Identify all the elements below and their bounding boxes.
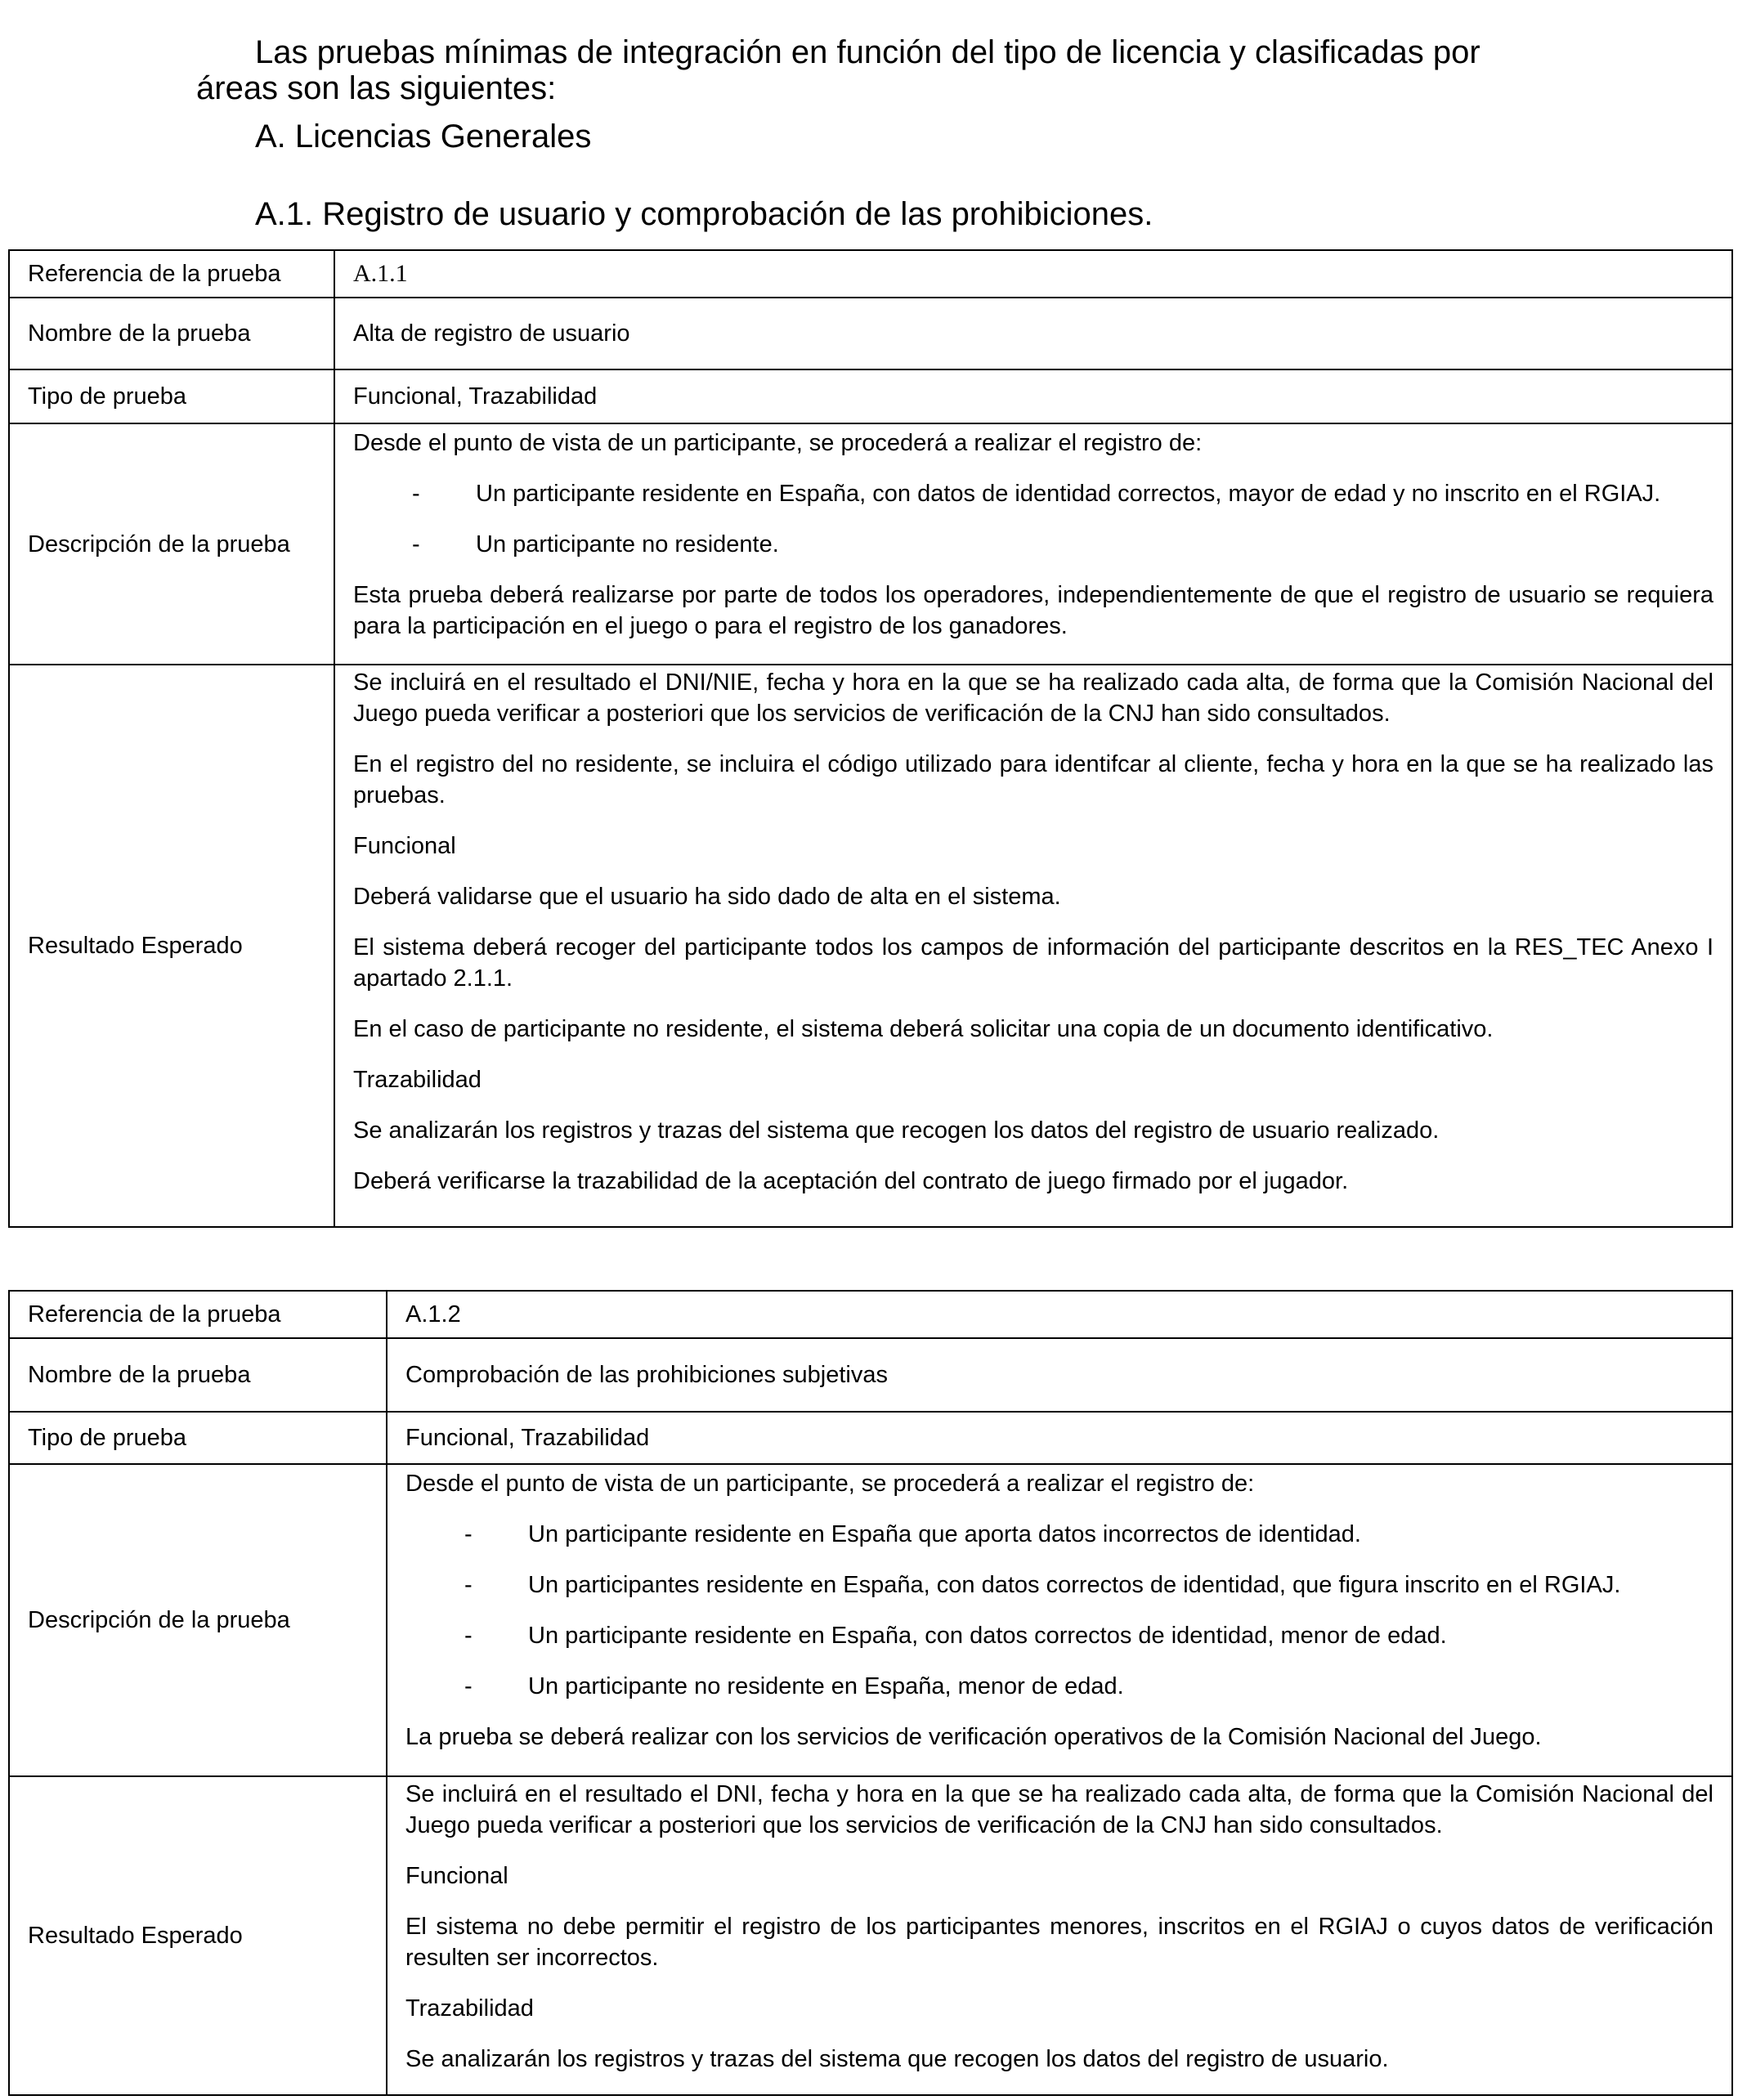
test-table-a12 — [8, 1290, 1733, 2096]
desc-list — [405, 1519, 1713, 1702]
list-item — [353, 529, 1713, 560]
label-type: Tipo de prueba — [9, 369, 334, 423]
dash-marker: - — [464, 1623, 473, 1649]
result-paragraph: En el registro del no residente, se incluira el código utilizado para identifcar al cliente, fecha y hora en la que se ha realizado las pruebas. — [353, 751, 1713, 808]
section-heading: A. Licencias Generales — [255, 119, 592, 154]
desc-outro: Esta prueba deberá realizarse por parte de todos los operadores, independientemente de que el registro de usuario se requiera para la participación en el juego o para el registro de los ganadores. — [353, 582, 1713, 639]
label-ref: Referencia de la prueba — [9, 1291, 387, 1338]
subsection-heading: A.1. Registro de usuario y comprobación de las prohibiciones. — [255, 196, 1153, 232]
dash-marker: - — [412, 481, 420, 507]
label-ref: Referencia de la prueba — [9, 250, 334, 298]
result-subheading: Funcional — [353, 833, 456, 859]
dash-marker: - — [464, 1673, 473, 1699]
value-result — [334, 665, 1732, 1227]
value-name: Alta de registro de usuario — [334, 298, 1732, 369]
value-type: Funcional, Trazabilidad — [334, 369, 1732, 423]
row-type — [9, 369, 1732, 423]
result-paragraph: El sistema deberá recoger del participante todos los campos de información del participante descritos en la RES_TEC Anexo I apartado 2.1.1. — [353, 934, 1713, 992]
row-type — [9, 1412, 1732, 1464]
list-item — [405, 1519, 1713, 1550]
list-item-text: Un participante no residente. — [476, 531, 779, 557]
label-result: Resultado Esperado — [9, 1776, 387, 2095]
list-item — [405, 1569, 1713, 1601]
result-paragraph: Deberá validarse que el usuario ha sido dado de alta en el sistema. — [353, 884, 1061, 910]
label-result: Resultado Esperado — [9, 665, 334, 1227]
list-item-text: Un participante residente en España que aporta datos incorrectos de identidad. — [528, 1521, 1361, 1547]
desc-intro: Desde el punto de vista de un participante, se procederá a realizar el registro de: — [405, 1471, 1255, 1497]
desc-list — [353, 478, 1713, 560]
row-result — [9, 1776, 1732, 2095]
value-desc — [387, 1464, 1732, 1776]
test-table-a11 — [8, 249, 1733, 1228]
row-desc — [9, 423, 1732, 665]
row-ref — [9, 250, 1732, 298]
result-paragraph: Se incluirá en el resultado el DNI/NIE, fecha y hora en la que se ha realizado cada alta, de forma que la Comisión Nacional del Juego pueda verificar a posteriori que los servicios de verificación de la CNJ han sido consultados. — [353, 669, 1713, 727]
dash-marker: - — [464, 1521, 473, 1547]
value-result — [387, 1776, 1732, 2095]
intro-paragraph: Las pruebas mínimas de integración en función del tipo de licencia y clasificadas por áreas son las siguientes: — [196, 34, 1480, 106]
result-paragraph: Se analizarán los registros y trazas del sistema que recogen los datos del registro de usuario realizado. — [353, 1117, 1440, 1144]
list-item-text: Un participante no residente en España, menor de edad. — [528, 1673, 1124, 1699]
list-item — [353, 478, 1713, 509]
row-result — [9, 665, 1732, 1227]
list-item-text: Un participante residente en España, con datos correctos de identidad, menor de edad. — [528, 1623, 1447, 1649]
list-item-text: Un participantes residente en España, con datos correctos de identidad, que figura inscrito en el RGIAJ. — [528, 1572, 1621, 1598]
value-ref — [334, 250, 1732, 298]
value-desc — [334, 423, 1732, 665]
result-subheading: Funcional — [405, 1863, 508, 1889]
row-name — [9, 298, 1732, 369]
dash-marker: - — [464, 1572, 473, 1598]
value-type: Funcional, Trazabilidad — [387, 1412, 1732, 1464]
dash-marker: - — [412, 531, 420, 557]
result-subheading: Trazabilidad — [405, 1995, 534, 2022]
value-name: Comprobación de las prohibiciones subjetivas — [387, 1338, 1732, 1412]
result-paragraph: En el caso de participante no residente, el sistema deberá solicitar una copia de un documento identificativo. — [353, 1016, 1494, 1042]
label-desc: Descripción de la prueba — [9, 1464, 387, 1776]
label-desc: Descripción de la prueba — [9, 423, 334, 665]
result-paragraph: Se incluirá en el resultado el DNI, fecha y hora en la que se ha realizado cada alta, de forma que la Comisión Nacional del Juego pueda verificar a posteriori que los servicios de verificación de la CNJ han sido consultados. — [405, 1781, 1713, 1838]
list-item — [405, 1671, 1713, 1702]
value-ref: A.1.2 — [387, 1291, 1732, 1338]
list-item — [405, 1620, 1713, 1651]
label-name: Nombre de la prueba — [9, 298, 334, 369]
label-type: Tipo de prueba — [9, 1412, 387, 1464]
result-paragraph: El sistema no debe permitir el registro de los participantes menores, inscritos en el RGIAJ o cuyos datos de verificación resulten ser incorrectos. — [405, 1914, 1713, 1971]
row-ref — [9, 1291, 1732, 1338]
ref-value: A.1.1 — [353, 260, 408, 287]
result-paragraph: Deberá verificarse la trazabilidad de la aceptación del contrato de juego firmado por el jugador. — [353, 1168, 1349, 1194]
row-desc — [9, 1464, 1732, 1776]
label-name: Nombre de la prueba — [9, 1338, 387, 1412]
desc-outro: La prueba se deberá realizar con los servicios de verificación operativos de la Comisión Nacional del Juego. — [405, 1724, 1542, 1750]
list-item-text: Un participante residente en España, con datos de identidad correctos, mayor de edad y no inscrito en el RGIAJ. — [476, 481, 1661, 507]
result-paragraph: Se analizarán los registros y trazas del sistema que recogen los datos del registro de usuario. — [405, 2046, 1389, 2072]
result-subheading: Trazabilidad — [353, 1067, 482, 1093]
row-name — [9, 1338, 1732, 1412]
desc-intro: Desde el punto de vista de un participante, se procederá a realizar el registro de: — [353, 430, 1203, 456]
